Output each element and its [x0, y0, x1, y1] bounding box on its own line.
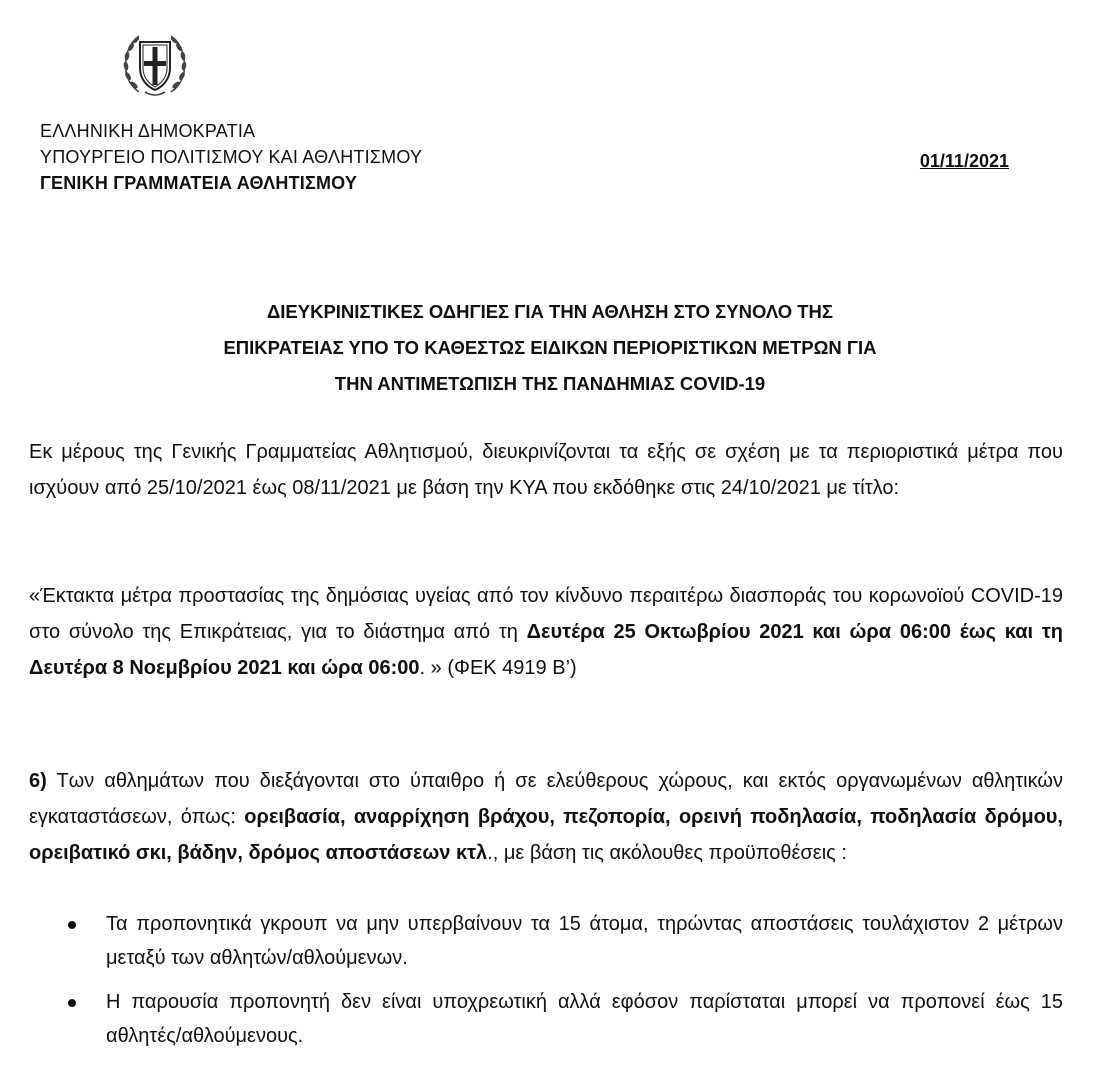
- section-number: 6): [29, 770, 47, 792]
- conditions-list: [68, 907, 1063, 1063]
- quote-text-end: . » (ΦΕΚ 4919 Β’): [419, 657, 577, 679]
- list-item-text: Η παρουσία προπονητή δεν είναι υποχρεωτική αλλά εφόσον παρίσταται μπορεί να προπονεί έως 15 αθλητές/αθλούμενους.: [106, 991, 1063, 1047]
- section-text-end: ., με βάση τις ακόλουθες προϋποθέσεις :: [487, 842, 847, 864]
- intro-paragraph: Εκ μέρους της Γενικής Γραμματείας Αθλητισμού, διευκρινίζονται τα εξής σε σχέση με τα περιοριστικά μέτρα που ισχύουν από 25/10/2021 έως 08/11/2021 με βάση την ΚΥΑ που εκδόθηκε στις 24/10/2021 με τίτλο:: [29, 441, 1063, 499]
- document-title: [0, 294, 1100, 402]
- section-text-start: Των αθλημάτων που διεξάγονται στο ύπαιθρο ή σε ελεύθερους χώρους, και εκτός οργανωμένων αθλητικών εγκαταστάσεων, όπως:: [29, 770, 1063, 828]
- bullet-icon: [68, 999, 76, 1007]
- issuer-header: [40, 118, 422, 196]
- quote-dates-bold: Δευτέρα 25 Οκτωβρίου 2021 και ώρα 06:00 έως και τη Δευτέρα 8 Νοεμβρίου 2021 και ώρα 06:00: [29, 621, 1063, 679]
- title-line-2: ΕΠΙΚΡΑΤΕΙΑΣ ΥΠΟ ΤΟ ΚΑΘΕΣΤΩΣ ΕΙΔΙΚΩΝ ΠΕΡΙΟΡΙΣΤΙΚΩΝ ΜΕΤΡΩΝ ΓΙΑ: [223, 337, 877, 358]
- list-item: [68, 985, 1063, 1053]
- quote-paragraph: [29, 578, 1063, 686]
- title-line-1: ΔΙΕΥΚΡΙΝΙΣΤΙΚΕΣ ΟΔΗΓΙΕΣ ΓΙΑ ΤΗΝ ΑΘΛΗΣΗ ΣΤΟ ΣΥΝΟΛΟ ΤΗΣ: [266, 301, 834, 322]
- header-republic: ΕΛΛΗΝΙΚΗ ΔΗΜΟΚΡΑΤΙΑ: [40, 121, 256, 141]
- list-item-text: Τα προπονητικά γκρουπ να μην υπερβαίνουν τα 15 άτομα, τηρώντας αποστάσεις τουλάχιστον 2 μέτρων μεταξύ των αθλητών/αθλούμενων.: [106, 913, 1063, 969]
- document-date: 01/11/2021: [919, 151, 1009, 171]
- header-ministry: ΥΠΟΥΡΓΕΙΟ ΠΟΛΙΤΙΣΜΟΥ ΚΑΙ ΑΘΛΗΤΙΣΜΟΥ: [40, 147, 423, 167]
- header-secretariat: ΓΕΝΙΚΗ ΓΡΑΜΜΑΤΕΙΑ ΑΘΛΗΤΙΣΜΟΥ: [40, 173, 358, 193]
- title-line-3: ΤΗΝ ΑΝΤΙΜΕΤΩΠΙΣΗ ΤΗΣ ΠΑΝΔΗΜΙΑΣ COVID-19: [334, 373, 766, 394]
- bullet-icon: [68, 921, 76, 929]
- section-6-paragraph: [29, 763, 1063, 871]
- greek-emblem-icon: [119, 30, 191, 102]
- list-item: [68, 907, 1063, 975]
- section-activities-bold: ορειβασία, αναρρίχηση βράχου, πεζοπορία, ορεινή ποδηλασία, ποδηλασία δρόμου, ορειβατικό σκι, βάδην, δρόμος αποστάσεων κτλ: [29, 806, 1063, 864]
- quote-text-start: «Έκτακτα μέτρα προστασίας της δημόσιας υγείας από τον κίνδυνο περαιτέρω διασποράς του κορωνοϊού COVID-19 στο σύνολο της Επικράτειας, για το διάστημα από τη: [29, 585, 1063, 643]
